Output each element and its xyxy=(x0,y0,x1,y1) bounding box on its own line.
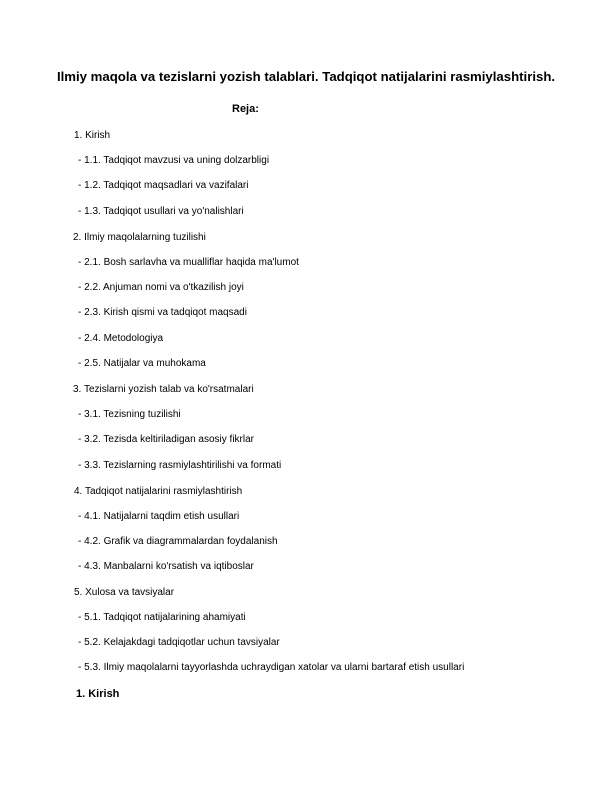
outline-item-2-2: - 2.2. Anjuman nomi va o'tkazilish joyi xyxy=(78,282,244,293)
outline-item-2-5: - 2.5. Natijalar va muhokama xyxy=(78,358,206,369)
plan-label: Reja: xyxy=(232,103,259,115)
outline-item-4-1: - 4.1. Natijalarni taqdim etish usullari xyxy=(78,511,240,522)
outline-item-1-3: - 1.3. Tadqiqot usullari va yo'nalishlari xyxy=(78,206,244,217)
outline-item-1-2: - 1.2. Tadqiqot maqsadlari va vazifalari xyxy=(78,180,249,191)
outline-item-3-3: - 3.3. Tezislarning rasmiylashtirilishi va formati xyxy=(78,460,282,471)
outline-item-5-2: - 5.2. Kelajakdagi tadqiqotlar uchun tavsiyalar xyxy=(78,637,280,648)
document-title: Ilmiy maqola va tezislarni yozish talablari. Tadqiqot natijalarini rasmiylashtirish. xyxy=(56,69,556,84)
outline-item-4: 4. Tadqiqot natijalarini rasmiylashtirish xyxy=(74,486,243,497)
outline-item-5-1: - 5.1. Tadqiqot natijalarining ahamiyati xyxy=(78,612,246,623)
outline-item-2-1: - 2.1. Bosh sarlavha va mualliflar haqida ma'lumot xyxy=(78,257,299,268)
section-heading: 1. Kirish xyxy=(76,688,120,700)
outline-item-4-3: - 4.3. Manbalarni ko'rsatish va iqtiboslar xyxy=(78,561,254,572)
outline-item-3-2: - 3.2. Tezisda keltiriladigan asosiy fikrlar xyxy=(78,434,255,445)
outline-item-5-3: - 5.3. Ilmiy maqolalarni tayyorlashda uchraydigan xatolar va ularni bartaraf etish usullari xyxy=(78,662,465,673)
outline-item-1: 1. Kirish xyxy=(74,130,111,141)
outline-item-3: 3. Tezislarni yozish talab va ko'rsatmalari xyxy=(73,384,254,395)
outline-item-4-2: - 4.2. Grafik va diagrammalardan foydalanish xyxy=(78,536,278,547)
outline-item-3-1: - 3.1. Tezisning tuzilishi xyxy=(78,409,181,420)
outline-item-2: 2. Ilmiy maqolalarning tuzilishi xyxy=(73,232,206,243)
outline-item-2-4: - 2.4. Metodologiya xyxy=(78,333,164,344)
outline-item-2-3: - 2.3. Kirish qismi va tadqiqot maqsadi xyxy=(78,307,247,318)
outline-item-1-1: - 1.1. Tadqiqot mavzusi va uning dolzarbligi xyxy=(78,155,270,166)
outline-item-5: 5. Xulosa va tavsiyalar xyxy=(74,587,175,598)
